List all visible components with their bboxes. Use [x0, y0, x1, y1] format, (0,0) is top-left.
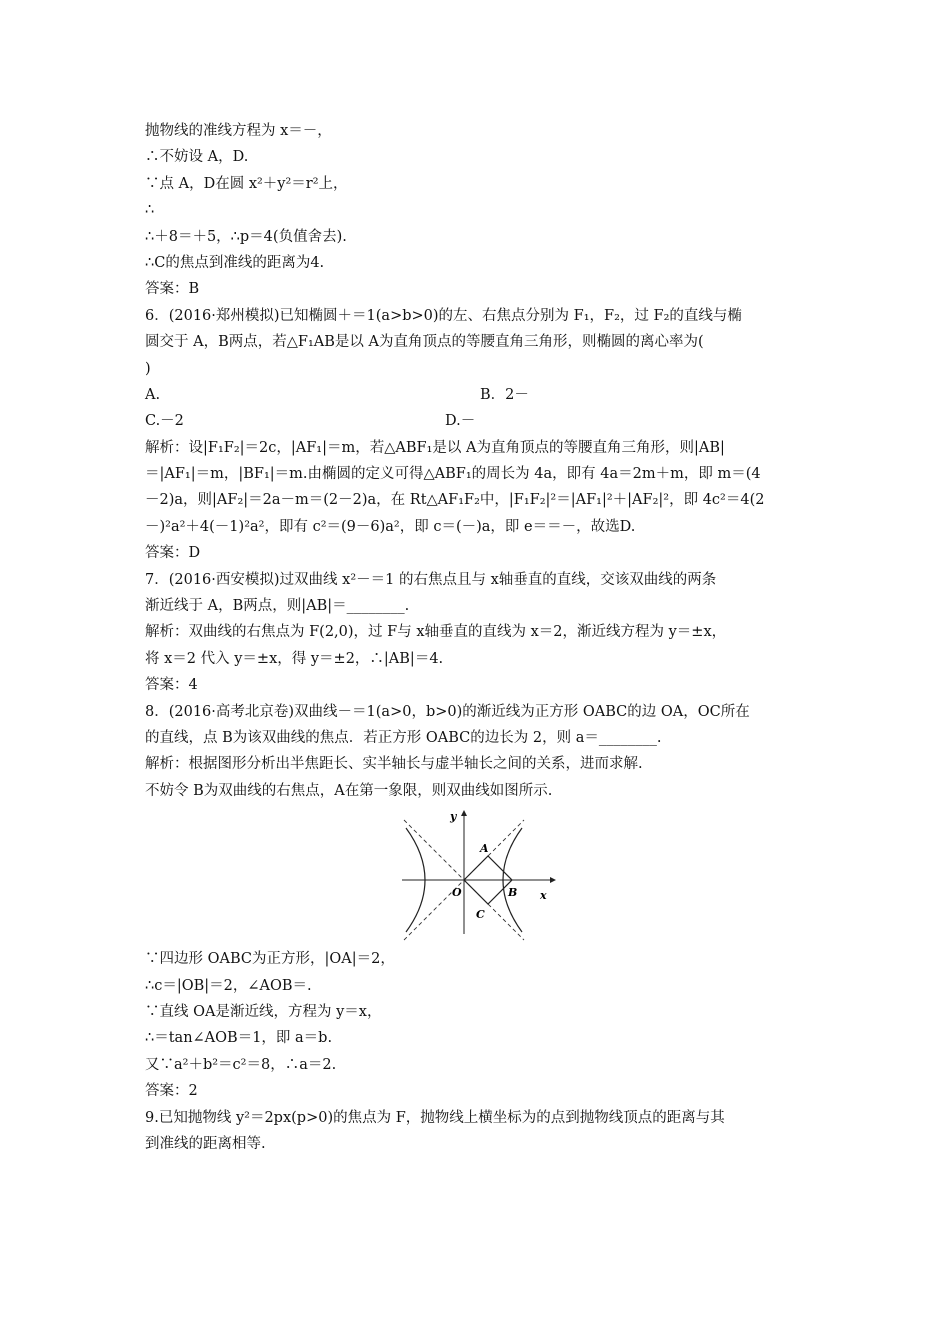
origin-label: O	[452, 886, 462, 900]
hyperbola-diagram	[400, 806, 560, 942]
question-6	[145, 303, 815, 567]
solution-line: ∴＝tan∠AOB＝1，即 a＝b.	[145, 1030, 333, 1047]
solution-line: －)²a²＋4(－1)²a²，即有 c²＝(9－6)a²，即 c＝(－)a，即 e＝＝－，故选D.	[145, 518, 636, 535]
question-line: )	[145, 360, 151, 377]
x-axis-arrow	[550, 877, 556, 883]
solution-line: 不妨令 B为双曲线的右焦点，A在第一象限，则双曲线如图所示.	[145, 782, 553, 799]
solution-line: 解析：设|F₁F₂|＝2c，|AF₁|＝m，若△ABF₁是以 A为直角顶点的等腰直角三角形，则|AB|	[145, 439, 725, 456]
point-c-label: C	[476, 908, 485, 922]
question-line: 到准线的距离相等.	[145, 1135, 266, 1152]
y-axis-arrow	[461, 810, 467, 816]
answer-line: 答案：B	[145, 281, 200, 298]
option-d: D.－	[445, 413, 476, 430]
text-line: ∴＋8＝＋5，∴p＝4(负值舍去).	[145, 228, 347, 245]
question-line: 圆交于 A，B两点，若△F₁AB是以 A为直角顶点的等腰直角三角形，则椭圆的离心率为(	[145, 334, 704, 351]
question-line: 8．(2016·高考北京卷)双曲线－＝1(a>0，b>0)的渐近线为正方形 OABC的边 OA，OC所在	[145, 703, 750, 720]
solution-line: ∵直线 OA是渐近线，方程为 y＝x，	[145, 1003, 382, 1020]
question-7	[145, 567, 815, 699]
solution-line: ∴c＝|OB|＝2，∠AOB＝.	[145, 977, 312, 994]
option-c: C.－2	[145, 413, 184, 430]
text-line: ∵点 A，D在圆 x²＋y²＝r²上，	[145, 175, 348, 192]
text-line: ∴不妨设 A，D.	[145, 149, 249, 166]
question-9	[145, 1105, 815, 1158]
solution-line: 解析：根据图形分析出半焦距长、实半轴长与虚半轴长之间的关系，进而求解.	[145, 756, 643, 773]
question-8	[145, 699, 815, 1105]
solution-line: 又∵a²＋b²＝c²＝8，∴a＝2.	[145, 1056, 337, 1073]
question-line: 的直线，点 B为该双曲线的焦点．若正方形 OABC的边长为 2，则 a＝________.	[145, 729, 662, 746]
solution-line: ＝|AF₁|＝m，|BF₁|＝m.由椭圆的定义可得△ABF₁的周长为 4a，即有 4a＝2m＋m，即 m＝(4	[145, 466, 761, 483]
point-b-label: B	[508, 886, 518, 900]
y-axis-label: y	[450, 810, 457, 824]
solution-5-tail	[145, 118, 815, 303]
solution-line: 将 x＝2 代入 y＝±x，得 y＝±2，∴|AB|＝4.	[145, 650, 444, 667]
text-line: 抛物线的准线方程为 x＝－，	[145, 123, 332, 139]
question-line: 6．(2016·郑州模拟)已知椭圆＋＝1(a>b>0)的左、右焦点分别为 F₁，F₂，过 F₂的直线与椭	[145, 307, 742, 324]
question-line: 7．(2016·西安模拟)过双曲线 x²－＝1 的右焦点且与 x轴垂直的直线，交该双曲线的两条	[145, 571, 717, 588]
document-page	[145, 118, 815, 1157]
hyperbola-figure	[145, 806, 815, 942]
answer-line: 答案：2	[145, 1083, 198, 1100]
answer-line: 答案：D	[145, 545, 201, 562]
option-a: A.	[145, 386, 161, 403]
solution-line: ∵四边形 OABC为正方形，|OA|＝2，	[145, 951, 395, 968]
question-line: 9.已知抛物线 y²＝2px(p>0)的焦点为 F，抛物线上横坐标为的点到抛物线顶点的距离与其	[145, 1109, 725, 1126]
option-b: B．2－	[480, 386, 529, 403]
point-a-label: A	[480, 842, 489, 856]
answer-line: 答案：4	[145, 677, 198, 694]
options-row	[145, 408, 815, 434]
solution-line: 解析：双曲线的右焦点为 F(2,0)，过 F与 x轴垂直的直线为 x＝2，渐近线方程为 y＝±x，	[145, 624, 727, 641]
solution-line: －2)a，则|AF₂|＝2a－m＝(2－2)a，在 Rt△AF₁F₂中，|F₁F₂|²＝|AF₁|²＋|AF₂|²，即 4c²＝4(2	[145, 492, 765, 509]
text-line: ∴C的焦点到准线的距离为4.	[145, 254, 325, 271]
x-axis-label: x	[540, 889, 547, 903]
text-line: ∴	[145, 202, 155, 219]
options-row	[145, 382, 815, 408]
question-line: 渐近线于 A，B两点，则|AB|＝________.	[145, 598, 410, 615]
